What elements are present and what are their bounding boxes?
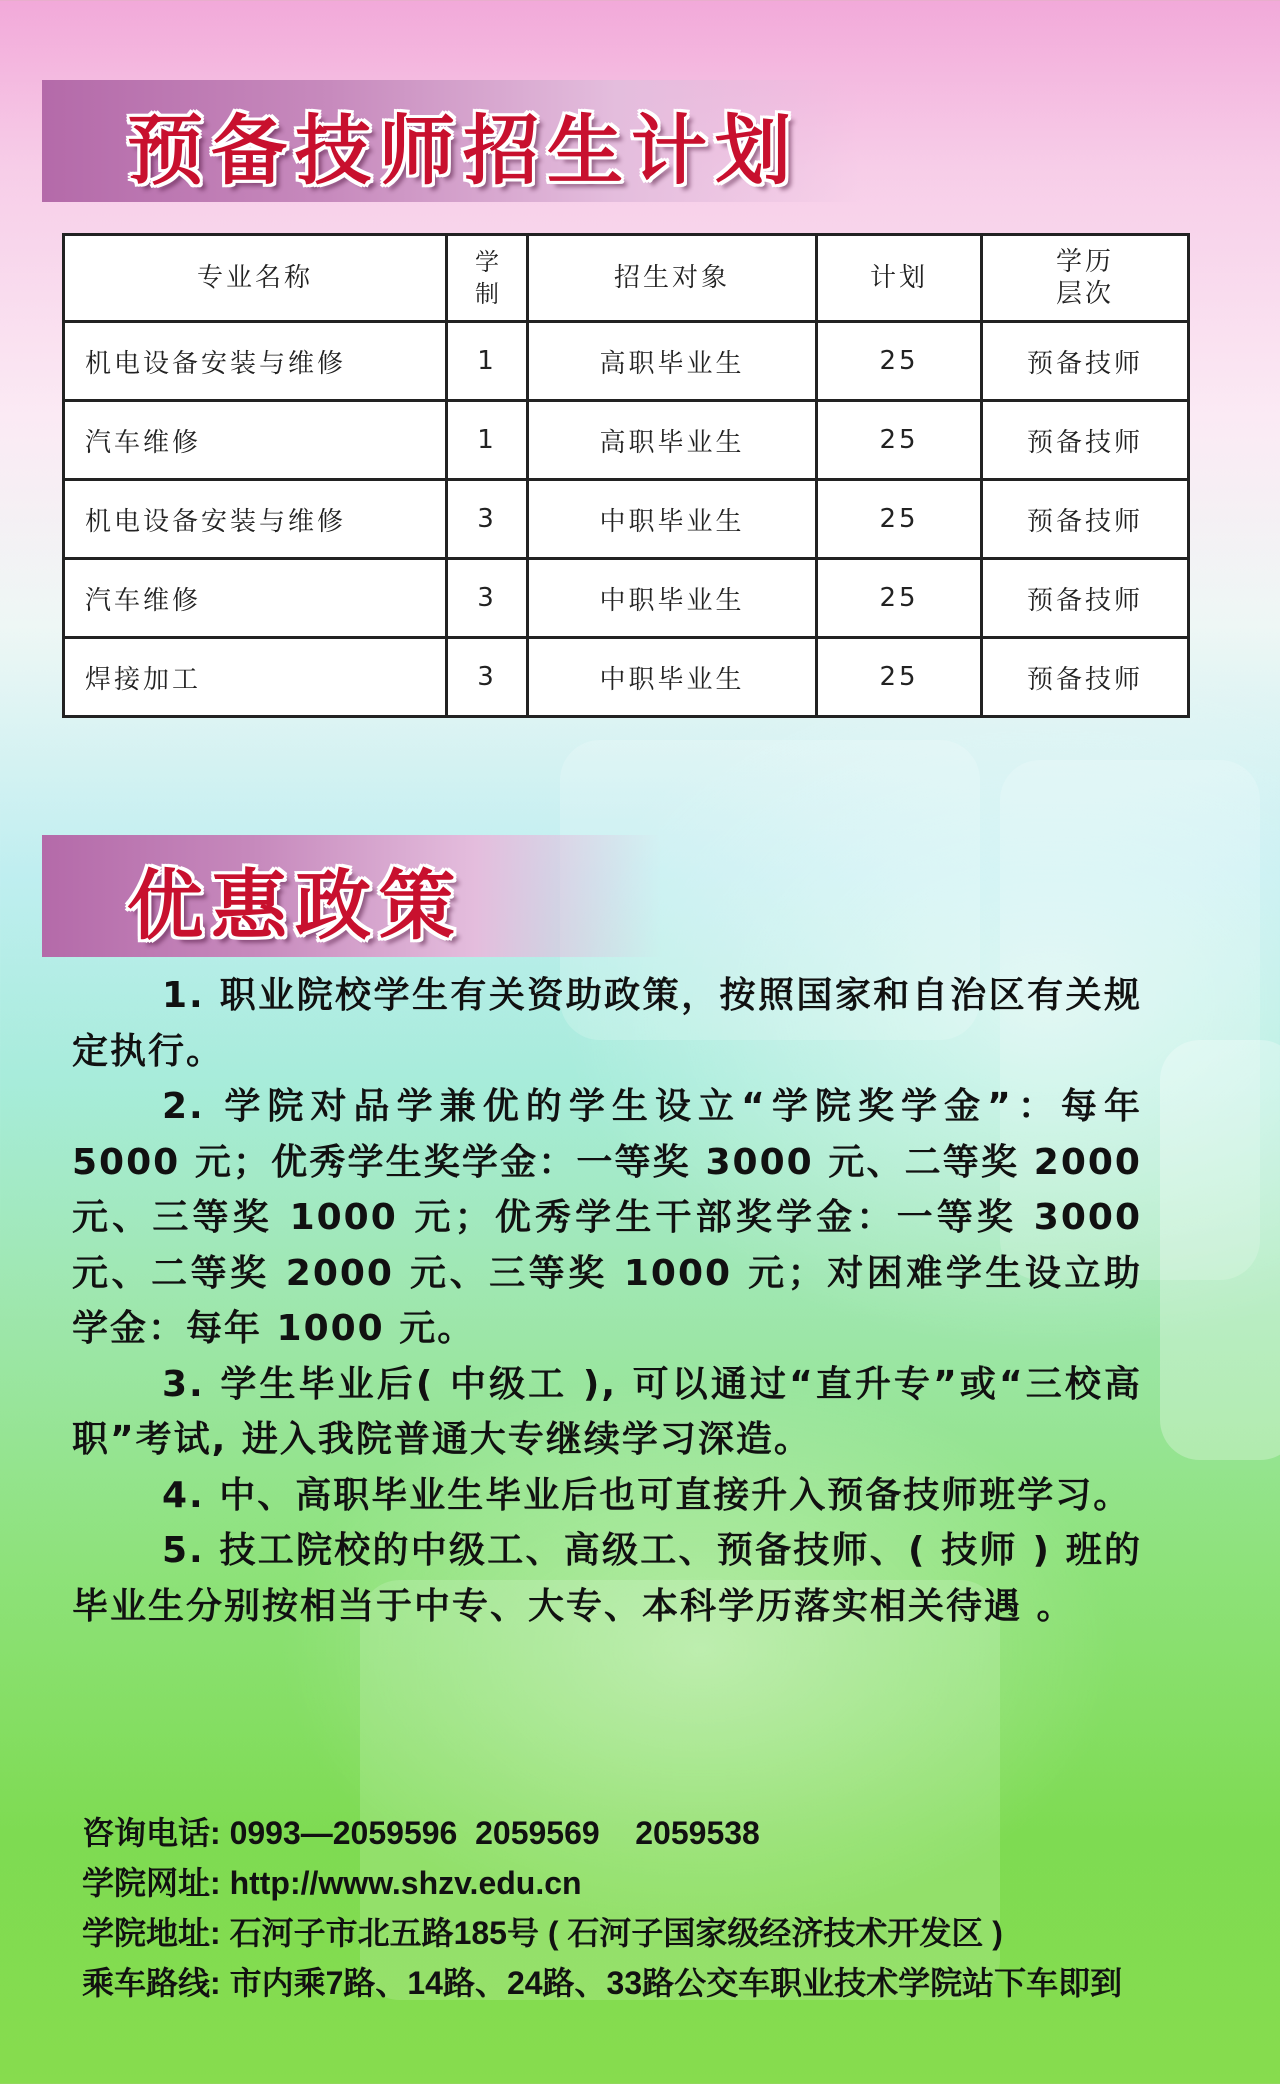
table-row: [64, 638, 1189, 717]
plan-banner: [42, 80, 862, 202]
cell-plan: 25: [817, 559, 982, 638]
website-label: 学院网址:: [82, 1865, 221, 1901]
cell-level: 预备技师: [982, 559, 1189, 638]
cell-plan: 25: [817, 480, 982, 559]
cell-duration: 1: [447, 401, 528, 480]
website-link[interactable]: http://www.shzv.edu.cn: [229, 1865, 582, 1901]
cell-target: 中职毕业生: [528, 480, 817, 559]
policy-item: 2. 学院对品学兼优的学生设立“学院奖学金”：每年 5000 元；优秀学生奖学金：一等奖 3000 元、二等奖 2000 元、三等奖 1000 元；优秀学生干部奖学金：一等奖 3000 元、二等奖 2000 元、三等奖 1000 元；对困难学生设立助学金：每年 1000 元。: [72, 1086, 1142, 1349]
address-value: 石河子市北五路185号 ( 石河子国家级经济技术开发区 ): [229, 1915, 1003, 1951]
cell-duration: 3: [447, 559, 528, 638]
background-shape: [1160, 1040, 1280, 1460]
route-value: 市内乘7路、14路、24路、33路公交车职业技术学院站下车即到: [229, 1965, 1123, 2001]
cell-plan: 25: [817, 638, 982, 717]
enrollment-table: [62, 233, 1190, 718]
cell-major: 汽车维修: [64, 401, 447, 480]
cell-plan: 25: [817, 401, 982, 480]
policy-list: [72, 968, 1142, 1634]
phone-value: 0993—2059596 2059569 2059538: [229, 1815, 760, 1851]
header-target: 招生对象: [528, 235, 817, 322]
policy-item: 3. 学生毕业后( 中级工 ), 可以通过“直升专”或“三校高职”考试, 进入我院普通大专继续学习深造。: [72, 1363, 1142, 1460]
policy-banner: [42, 835, 662, 957]
contact-info: [82, 1808, 1122, 2008]
cell-duration: 3: [447, 638, 528, 717]
contact-route: [82, 1958, 1122, 2008]
table-header-row: [64, 235, 1189, 322]
cell-major: 焊接加工: [64, 638, 447, 717]
cell-major: 汽车维修: [64, 559, 447, 638]
policy-title: 优惠政策: [127, 861, 463, 950]
contact-address: [82, 1908, 1122, 1958]
cell-level: 预备技师: [982, 401, 1189, 480]
cell-major: 机电设备安装与维修: [64, 322, 447, 401]
phone-label: 咨询电话:: [82, 1815, 221, 1851]
header-plan: 计划: [817, 235, 982, 322]
header-duration: 学 制: [447, 235, 528, 322]
cell-duration: 1: [447, 322, 528, 401]
cell-major: 机电设备安装与维修: [64, 480, 447, 559]
cell-level: 预备技师: [982, 322, 1189, 401]
plan-title: 预备技师招生计划: [127, 106, 799, 195]
header-major: 专业名称: [64, 235, 447, 322]
policy-item: 4. 中、高职毕业生毕业后也可直接升入预备技师班学习。: [162, 1474, 1132, 1516]
cell-target: 高职毕业生: [528, 322, 817, 401]
table-row: [64, 559, 1189, 638]
table-row: [64, 480, 1189, 559]
cell-target: 中职毕业生: [528, 559, 817, 638]
table-row: [64, 401, 1189, 480]
table-row: [64, 322, 1189, 401]
contact-website: [82, 1858, 1122, 1908]
address-label: 学院地址:: [82, 1915, 221, 1951]
cell-target: 中职毕业生: [528, 638, 817, 717]
cell-level: 预备技师: [982, 480, 1189, 559]
cell-duration: 3: [447, 480, 528, 559]
policy-item: 5. 技工院校的中级工、高级工、预备技师、( 技师 ) 班的毕业生分别按相当于中专、大专、本科学历落实相关待遇 。: [72, 1530, 1142, 1627]
cell-plan: 25: [817, 322, 982, 401]
header-level: 学历 层次: [982, 235, 1189, 322]
contact-phone: [82, 1808, 1122, 1858]
cell-target: 高职毕业生: [528, 401, 817, 480]
cell-level: 预备技师: [982, 638, 1189, 717]
policy-item: 1. 职业院校学生有关资助政策，按照国家和自治区有关规定执行。: [72, 975, 1142, 1072]
route-label: 乘车路线:: [82, 1965, 221, 2001]
